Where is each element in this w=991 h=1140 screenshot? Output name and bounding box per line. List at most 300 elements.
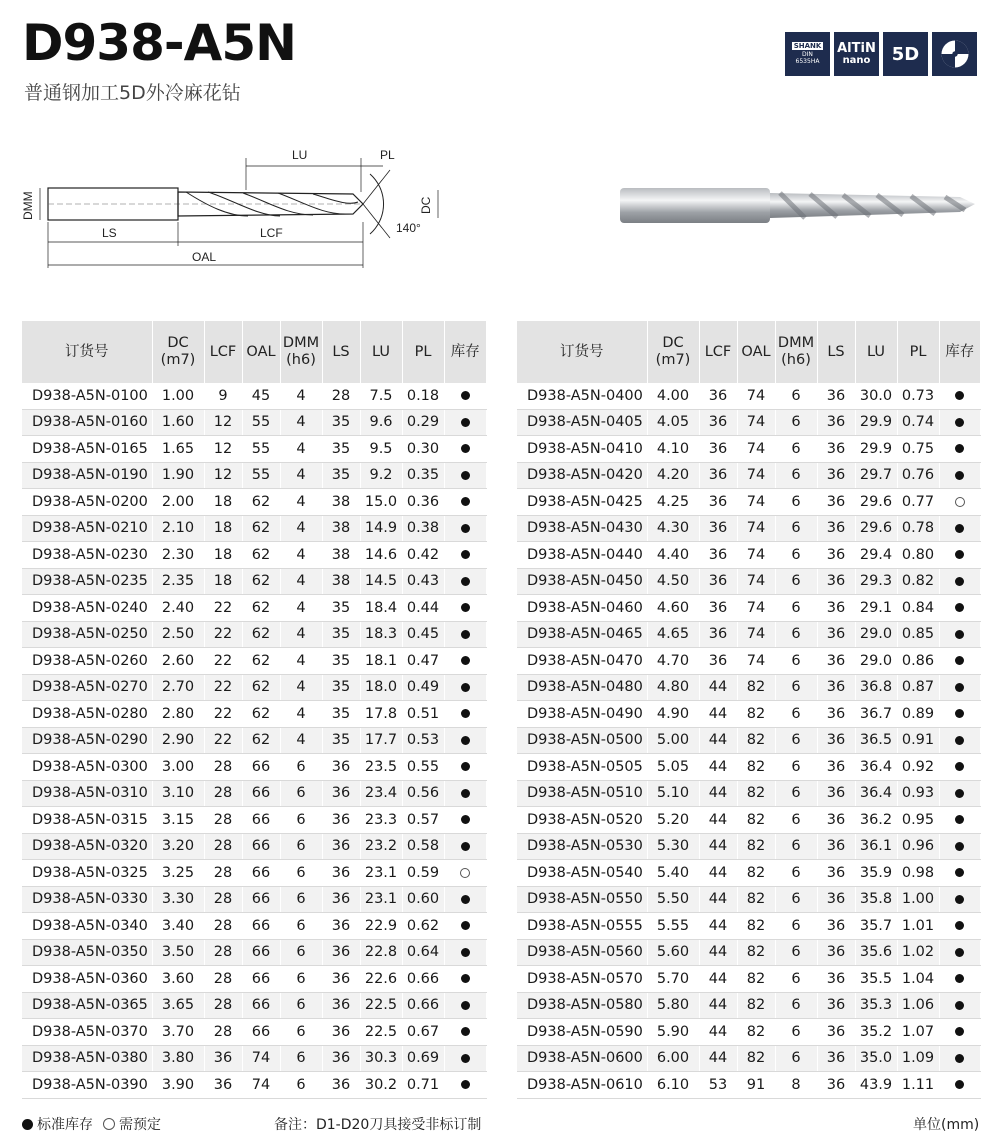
cell-dc: 1.00 — [152, 383, 204, 409]
stock-status-cell — [939, 886, 980, 913]
cell-dmm: 6 — [775, 807, 817, 834]
cell-ls: 36 — [322, 860, 360, 887]
cell-lcf: 28 — [204, 886, 242, 913]
cell-lcf: 36 — [699, 436, 737, 463]
cell-ls: 36 — [817, 780, 855, 807]
column-header-ls: LS — [322, 321, 360, 383]
cell-pl: 0.87 — [897, 674, 939, 701]
cell-ls: 36 — [817, 913, 855, 940]
cell-lcf: 22 — [204, 648, 242, 675]
cell-lu: 36.1 — [855, 833, 897, 860]
table-row — [22, 727, 486, 754]
stock-status-cell — [939, 1019, 980, 1046]
cell-ls: 36 — [817, 1045, 855, 1072]
table-row — [22, 674, 486, 701]
cell-lcf: 18 — [204, 489, 242, 516]
cell-lcf: 9 — [204, 383, 242, 409]
cell-lcf: 36 — [699, 462, 737, 489]
stock-status-cell — [444, 807, 486, 834]
cell-oal: 82 — [737, 913, 775, 940]
stock-status-cell — [444, 1045, 486, 1072]
stock-status-cell — [444, 1072, 486, 1099]
cell-dmm: 6 — [775, 621, 817, 648]
cell-order-code: D938-A5N-0360 — [22, 966, 152, 993]
cell-ls: 36 — [817, 701, 855, 728]
stock-status-cell — [444, 674, 486, 701]
cell-order-code: D938-A5N-0550 — [517, 886, 647, 913]
cell-ls: 36 — [322, 1019, 360, 1046]
cell-oal: 66 — [242, 754, 280, 781]
cell-order-code: D938-A5N-0530 — [517, 833, 647, 860]
cell-lu: 35.2 — [855, 1019, 897, 1046]
shank-badge-din: DIN — [802, 51, 813, 59]
drill-dimension-diagram — [18, 140, 458, 270]
cell-pl: 0.73 — [897, 383, 939, 409]
in-stock-icon — [461, 789, 470, 798]
cell-oal: 74 — [737, 568, 775, 595]
cell-oal: 74 — [737, 462, 775, 489]
table-row — [517, 515, 980, 542]
cell-ls: 35 — [322, 595, 360, 622]
cell-pl: 0.92 — [897, 754, 939, 781]
stock-status-cell — [939, 568, 980, 595]
coating-badge — [834, 32, 879, 76]
column-header-order-code: 订货号 — [22, 321, 152, 383]
stock-status-cell — [444, 860, 486, 887]
dim-label-lu: LU — [292, 148, 308, 162]
cell-oal: 82 — [737, 992, 775, 1019]
cell-oal: 62 — [242, 568, 280, 595]
cell-lu: 18.4 — [360, 595, 402, 622]
shank-badge-label: SHANK — [793, 42, 822, 51]
cell-order-code: D938-A5N-0390 — [22, 1072, 152, 1099]
cell-lcf: 36 — [699, 568, 737, 595]
stock-status-cell — [939, 860, 980, 887]
stock-status-cell — [444, 886, 486, 913]
cell-dmm: 6 — [775, 886, 817, 913]
cell-lcf: 18 — [204, 542, 242, 569]
cell-ls: 36 — [817, 727, 855, 754]
cell-oal: 82 — [737, 780, 775, 807]
cell-dc: 5.70 — [647, 966, 699, 993]
cell-dc: 5.10 — [647, 780, 699, 807]
column-header-oal: OAL — [737, 321, 775, 383]
cell-dmm: 4 — [280, 462, 322, 489]
cell-lu: 29.6 — [855, 489, 897, 516]
cell-lu: 36.4 — [855, 780, 897, 807]
cell-lu: 36.5 — [855, 727, 897, 754]
cell-oal: 62 — [242, 727, 280, 754]
cell-dc: 1.90 — [152, 462, 204, 489]
cell-dc: 2.40 — [152, 595, 204, 622]
cell-oal: 66 — [242, 833, 280, 860]
cell-dc: 4.40 — [647, 542, 699, 569]
cell-lcf: 28 — [204, 1019, 242, 1046]
cell-order-code: D938-A5N-0200 — [22, 489, 152, 516]
cell-ls: 36 — [817, 568, 855, 595]
table-row — [517, 462, 980, 489]
cell-dmm: 6 — [280, 833, 322, 860]
stock-status-cell — [444, 701, 486, 728]
cell-pl: 0.93 — [897, 780, 939, 807]
cell-order-code: D938-A5N-0350 — [22, 939, 152, 966]
cell-lu: 22.6 — [360, 966, 402, 993]
table-row — [517, 754, 980, 781]
stock-status-cell — [939, 436, 980, 463]
table-row — [22, 992, 486, 1019]
cell-oal: 66 — [242, 992, 280, 1019]
column-header-pl: PL — [402, 321, 444, 383]
cell-dc: 4.20 — [647, 462, 699, 489]
cell-dc: 6.00 — [647, 1045, 699, 1072]
column-header-lu: LU — [855, 321, 897, 383]
stock-status-cell — [444, 780, 486, 807]
cell-lu: 29.4 — [855, 542, 897, 569]
in-stock-icon — [461, 418, 470, 427]
cell-dmm: 4 — [280, 648, 322, 675]
in-stock-icon — [955, 709, 964, 718]
cell-pl: 0.56 — [402, 780, 444, 807]
cell-pl: 0.91 — [897, 727, 939, 754]
stock-status-cell — [444, 489, 486, 516]
cell-oal: 62 — [242, 648, 280, 675]
stock-status-cell — [444, 621, 486, 648]
cell-order-code: D938-A5N-0450 — [517, 568, 647, 595]
cell-oal: 74 — [737, 489, 775, 516]
cell-dmm: 6 — [775, 754, 817, 781]
cell-lu: 35.7 — [855, 913, 897, 940]
cell-oal: 82 — [737, 727, 775, 754]
table-row — [22, 754, 486, 781]
cell-lu: 15.0 — [360, 489, 402, 516]
cell-dmm: 4 — [280, 436, 322, 463]
cell-lcf: 44 — [699, 754, 737, 781]
column-header-dc: DC (m7) — [647, 321, 699, 383]
cell-oal: 45 — [242, 383, 280, 409]
cell-lu: 36.2 — [855, 807, 897, 834]
cell-dc: 5.55 — [647, 913, 699, 940]
in-stock-icon — [461, 471, 470, 480]
cell-dmm: 6 — [280, 780, 322, 807]
cell-dc: 5.60 — [647, 939, 699, 966]
cell-pl: 0.80 — [897, 542, 939, 569]
stock-status-cell — [939, 648, 980, 675]
cell-pl: 0.85 — [897, 621, 939, 648]
cell-pl: 0.60 — [402, 886, 444, 913]
cell-pl: 0.59 — [402, 860, 444, 887]
cell-pl: 0.74 — [897, 409, 939, 436]
cell-order-code: D938-A5N-0490 — [517, 701, 647, 728]
stock-status-cell — [939, 674, 980, 701]
cell-lcf: 44 — [699, 1019, 737, 1046]
cell-dmm: 6 — [775, 568, 817, 595]
cell-lcf: 18 — [204, 515, 242, 542]
cell-dmm: 6 — [280, 1019, 322, 1046]
cell-ls: 36 — [322, 833, 360, 860]
cell-ls: 38 — [322, 515, 360, 542]
cell-dmm: 6 — [775, 436, 817, 463]
cell-ls: 36 — [322, 913, 360, 940]
cell-pl: 0.51 — [402, 701, 444, 728]
cell-lu: 9.6 — [360, 409, 402, 436]
cell-dmm: 4 — [280, 542, 322, 569]
cell-dc: 3.70 — [152, 1019, 204, 1046]
cell-ls: 36 — [817, 966, 855, 993]
cell-dmm: 6 — [775, 674, 817, 701]
cell-order-code: D938-A5N-0280 — [22, 701, 152, 728]
cell-oal: 62 — [242, 595, 280, 622]
cell-order-code: D938-A5N-0310 — [22, 780, 152, 807]
cell-lu: 29.9 — [855, 436, 897, 463]
cell-dc: 2.70 — [152, 674, 204, 701]
column-header-pl: PL — [897, 321, 939, 383]
in-stock-icon — [461, 736, 470, 745]
cell-lu: 29.1 — [855, 595, 897, 622]
cell-dmm: 4 — [280, 383, 322, 409]
stock-status-cell — [444, 754, 486, 781]
cell-lcf: 36 — [699, 542, 737, 569]
cell-lcf: 36 — [699, 621, 737, 648]
cell-oal: 66 — [242, 780, 280, 807]
column-header-dc: DC (m7) — [152, 321, 204, 383]
cell-lu: 23.2 — [360, 833, 402, 860]
cell-dc: 4.10 — [647, 436, 699, 463]
cell-lcf: 36 — [699, 383, 737, 409]
cell-oal: 74 — [242, 1072, 280, 1099]
cell-oal: 66 — [242, 807, 280, 834]
table-row — [517, 383, 980, 409]
cell-ls: 35 — [322, 727, 360, 754]
cell-dmm: 4 — [280, 568, 322, 595]
cell-lcf: 36 — [699, 595, 737, 622]
cell-pl: 0.64 — [402, 939, 444, 966]
cell-lu: 29.6 — [855, 515, 897, 542]
cell-order-code: D938-A5N-0600 — [517, 1045, 647, 1072]
cell-oal: 82 — [737, 939, 775, 966]
cell-pl: 0.95 — [897, 807, 939, 834]
cell-dmm: 6 — [775, 939, 817, 966]
table-row — [22, 1045, 486, 1072]
stock-status-cell — [444, 409, 486, 436]
column-header-lcf: LCF — [204, 321, 242, 383]
cell-lu: 22.9 — [360, 913, 402, 940]
cell-lcf: 44 — [699, 833, 737, 860]
cell-dmm: 6 — [775, 860, 817, 887]
cell-ls: 36 — [817, 515, 855, 542]
stock-status-cell — [939, 966, 980, 993]
cell-lu: 23.4 — [360, 780, 402, 807]
table-row — [22, 515, 486, 542]
cell-order-code: D938-A5N-0460 — [517, 595, 647, 622]
cell-oal: 55 — [242, 462, 280, 489]
dim-label-lcf: LCF — [260, 226, 283, 240]
in-stock-icon — [955, 1054, 964, 1063]
cell-oal: 55 — [242, 409, 280, 436]
stock-status-cell — [444, 1019, 486, 1046]
in-stock-icon — [461, 524, 470, 533]
cell-dmm: 6 — [775, 966, 817, 993]
cell-oal: 74 — [737, 383, 775, 409]
cell-dc: 4.00 — [647, 383, 699, 409]
cell-order-code: D938-A5N-0260 — [22, 648, 152, 675]
column-header-dmm: DMM (h6) — [280, 321, 322, 383]
cell-order-code: D938-A5N-0420 — [517, 462, 647, 489]
stock-status-cell — [444, 913, 486, 940]
cell-dc: 2.90 — [152, 727, 204, 754]
cell-lu: 29.9 — [855, 409, 897, 436]
cell-order-code: D938-A5N-0300 — [22, 754, 152, 781]
cell-ls: 36 — [817, 992, 855, 1019]
legend-in-stock-label: 标准库存 — [37, 1117, 93, 1133]
cell-oal: 74 — [737, 595, 775, 622]
cell-dc: 4.30 — [647, 515, 699, 542]
unit-label: 单位(mm) — [913, 1117, 980, 1133]
cell-pl: 1.02 — [897, 939, 939, 966]
dim-label-dc: DC — [419, 196, 433, 214]
dim-label-pl: PL — [380, 148, 395, 162]
table-row — [22, 701, 486, 728]
cell-order-code: D938-A5N-0325 — [22, 860, 152, 887]
cell-ls: 36 — [817, 860, 855, 887]
cell-dmm: 6 — [775, 648, 817, 675]
column-header-lcf: LCF — [699, 321, 737, 383]
cell-oal: 62 — [242, 701, 280, 728]
cell-lu: 22.5 — [360, 992, 402, 1019]
stock-status-cell — [444, 462, 486, 489]
cell-order-code: D938-A5N-0560 — [517, 939, 647, 966]
column-header-dmm: DMM (h6) — [775, 321, 817, 383]
in-stock-icon — [955, 1080, 964, 1089]
cell-pl: 0.86 — [897, 648, 939, 675]
in-stock-icon — [955, 762, 964, 771]
cell-order-code: D938-A5N-0330 — [22, 886, 152, 913]
cell-lu: 35.5 — [855, 966, 897, 993]
table-row — [517, 648, 980, 675]
stock-status-cell — [444, 383, 486, 409]
cell-order-code: D938-A5N-0555 — [517, 913, 647, 940]
cell-oal: 74 — [242, 1045, 280, 1072]
column-header-ls: LS — [817, 321, 855, 383]
cell-dmm: 6 — [775, 409, 817, 436]
cell-pl: 0.69 — [402, 1045, 444, 1072]
cell-dmm: 6 — [280, 992, 322, 1019]
cell-dc: 5.80 — [647, 992, 699, 1019]
cell-order-code: D938-A5N-0540 — [517, 860, 647, 887]
cell-dmm: 6 — [775, 833, 817, 860]
table-row — [22, 1072, 486, 1099]
cell-lu: 29.7 — [855, 462, 897, 489]
cell-ls: 36 — [817, 621, 855, 648]
cell-pl: 0.30 — [402, 436, 444, 463]
cell-dmm: 6 — [280, 754, 322, 781]
cell-dmm: 6 — [280, 913, 322, 940]
in-stock-icon — [955, 736, 964, 745]
cell-order-code: D938-A5N-0505 — [517, 754, 647, 781]
table-row — [517, 966, 980, 993]
cell-oal: 66 — [242, 966, 280, 993]
cell-dmm: 6 — [280, 939, 322, 966]
stock-status-cell — [939, 939, 980, 966]
cell-lu: 36.4 — [855, 754, 897, 781]
cell-dmm: 6 — [775, 913, 817, 940]
cell-lu: 35.0 — [855, 1045, 897, 1072]
cell-pl: 0.38 — [402, 515, 444, 542]
cell-dc: 4.90 — [647, 701, 699, 728]
cell-dmm: 6 — [775, 542, 817, 569]
cell-dc: 5.50 — [647, 886, 699, 913]
column-header-oal: OAL — [242, 321, 280, 383]
cell-lcf: 44 — [699, 1045, 737, 1072]
cell-order-code: D938-A5N-0160 — [22, 409, 152, 436]
cell-pl: 0.66 — [402, 966, 444, 993]
shank-badge-standard: 6535HA — [795, 58, 820, 65]
cell-lu: 29.0 — [855, 648, 897, 675]
cell-lcf: 44 — [699, 860, 737, 887]
cell-order-code: D938-A5N-0100 — [22, 383, 152, 409]
cell-order-code: D938-A5N-0440 — [517, 542, 647, 569]
cell-order-code: D938-A5N-0410 — [517, 436, 647, 463]
table-row — [517, 542, 980, 569]
stock-status-cell — [939, 833, 980, 860]
cell-order-code: D938-A5N-0425 — [517, 489, 647, 516]
shank-din-badge — [785, 32, 830, 76]
cell-pl: 0.47 — [402, 648, 444, 675]
cell-lu: 14.9 — [360, 515, 402, 542]
in-stock-icon — [461, 762, 470, 771]
cell-pl: 0.43 — [402, 568, 444, 595]
cell-dc: 5.05 — [647, 754, 699, 781]
in-stock-icon — [955, 1027, 964, 1036]
cell-lcf: 12 — [204, 409, 242, 436]
in-stock-icon — [955, 603, 964, 612]
cell-oal: 82 — [737, 754, 775, 781]
cell-dc: 5.30 — [647, 833, 699, 860]
depth-5d-badge: 5D — [883, 32, 928, 76]
cell-dc: 3.90 — [152, 1072, 204, 1099]
cell-lu: 9.5 — [360, 436, 402, 463]
cell-order-code: D938-A5N-0235 — [22, 568, 152, 595]
cell-lu: 29.3 — [855, 568, 897, 595]
cell-dc: 6.10 — [647, 1072, 699, 1099]
cell-dc: 2.50 — [152, 621, 204, 648]
cell-pl: 0.29 — [402, 409, 444, 436]
cell-lu: 14.5 — [360, 568, 402, 595]
cell-dmm: 6 — [775, 383, 817, 409]
in-stock-icon — [461, 630, 470, 639]
in-stock-icon — [461, 1054, 470, 1063]
in-stock-icon — [461, 603, 470, 612]
cell-lcf: 28 — [204, 860, 242, 887]
table-row — [517, 701, 980, 728]
page-subtitle: 普通钢加工5D外冷麻花钻 — [24, 82, 241, 104]
cell-lcf: 36 — [699, 489, 737, 516]
cell-lcf: 36 — [699, 515, 737, 542]
cell-oal: 74 — [737, 648, 775, 675]
cell-lu: 23.1 — [360, 886, 402, 913]
cell-ls: 36 — [817, 754, 855, 781]
cell-lu: 29.0 — [855, 621, 897, 648]
cell-lcf: 28 — [204, 966, 242, 993]
cell-lu: 23.5 — [360, 754, 402, 781]
table-row — [22, 886, 486, 913]
cell-pl: 0.42 — [402, 542, 444, 569]
column-header-stock: 库存 — [444, 321, 486, 383]
cell-lcf: 22 — [204, 701, 242, 728]
cell-dmm: 6 — [775, 992, 817, 1019]
cell-dc: 2.35 — [152, 568, 204, 595]
custom-order-note: 备注：D1-D20刀具接受非标订制 — [274, 1117, 482, 1133]
cell-dmm: 8 — [775, 1072, 817, 1099]
